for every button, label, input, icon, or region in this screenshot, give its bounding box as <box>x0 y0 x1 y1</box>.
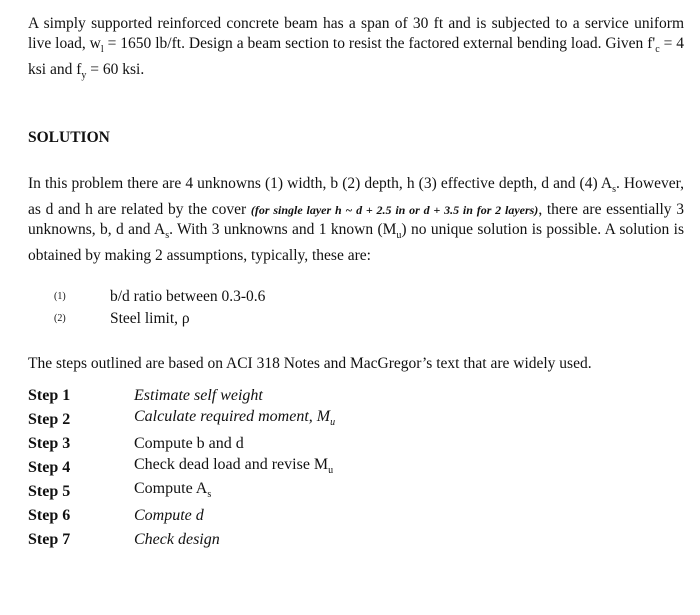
subscript: s <box>207 489 212 501</box>
step-description <box>134 455 333 481</box>
problem-text: A simply supported reinforced concrete beam has a span of 30 ft and is subjected to a <box>28 15 580 32</box>
assumption-number: (2) <box>54 313 66 325</box>
intro-text: . However, as d and h are related by the cover <box>28 175 684 219</box>
step-label: Step 1 <box>28 387 71 405</box>
step-description <box>134 386 263 406</box>
document-page <box>28 14 684 552</box>
step-description <box>134 434 244 454</box>
list-item <box>54 308 684 330</box>
intro-text: ) no unique solution is possible. A solution is obtained by making 2 assumptions, typically, these are: <box>28 221 684 265</box>
step-description <box>134 506 204 526</box>
step-label: Step 3 <box>28 435 71 453</box>
step-description <box>134 479 211 505</box>
list-item <box>54 286 684 308</box>
step-row <box>28 528 684 552</box>
assumption-number: (1) <box>54 291 66 303</box>
step-label: Step 2 <box>28 411 71 429</box>
assumption-text: b/d ratio between 0.3-0.6 <box>110 288 266 306</box>
subscript: u <box>328 465 334 477</box>
assumption-text: Steel limit, ρ <box>110 310 190 328</box>
steps-intro: The steps outlined are based on ACI 318 Notes and MacGregor’s text that are widely used. <box>28 355 592 373</box>
subscript: u <box>330 417 336 429</box>
step-row <box>28 456 684 480</box>
problem-text: = 60 ksi. <box>86 61 145 79</box>
step-text: Compute b and d <box>134 435 244 453</box>
problem-statement <box>28 14 684 86</box>
intro-text: . With 3 unknowns and 1 known (M <box>169 221 397 239</box>
step-text: Check dead load and revise M <box>134 456 329 474</box>
subscript: s <box>612 184 616 196</box>
step-text: Calculate required moment, M <box>134 408 331 426</box>
subscript: u <box>396 230 402 242</box>
assumption-list <box>54 286 684 330</box>
step-label: Step 5 <box>28 483 71 501</box>
step-row <box>28 504 684 528</box>
step-text: Compute d <box>134 507 204 525</box>
step-row <box>28 480 684 504</box>
problem-text: service uniform live load, w <box>28 15 685 52</box>
subscript: s <box>165 230 170 242</box>
step-text: Estimate self weight <box>134 387 263 405</box>
step-row <box>28 432 684 456</box>
solution-intro <box>28 174 684 266</box>
intro-text: In this problem there are 4 unknowns (1) width, b (2) depth, h (3) effective depth, d and (4) A <box>28 175 613 193</box>
problem-text: external bending load. Given f' <box>463 35 656 52</box>
intro-text: , there are essentially 3 unknowns, b, d and A <box>28 201 684 239</box>
step-description <box>134 530 220 550</box>
step-row <box>28 384 684 408</box>
step-list <box>28 384 684 552</box>
step-label: Step 7 <box>28 531 71 549</box>
subscript: y <box>81 70 87 82</box>
solution-heading: SOLUTION <box>28 129 110 147</box>
problem-text: = 1650 lb/ft. Design a beam section to resist the factored <box>103 35 460 52</box>
step-row <box>28 408 684 432</box>
step-label: Step 4 <box>28 459 71 477</box>
step-description <box>134 407 335 433</box>
step-text: Check design <box>134 531 220 549</box>
subscript: c <box>655 44 660 56</box>
problem-text: = 4 ksi and f <box>28 35 685 79</box>
step-label: Step 6 <box>28 507 71 525</box>
subscript: l <box>100 44 104 56</box>
cover-note: (for single layer h ~ d + 2.5 in or d + 3.5 in for 2 layers) <box>250 203 539 218</box>
step-text: Compute A <box>134 480 208 498</box>
